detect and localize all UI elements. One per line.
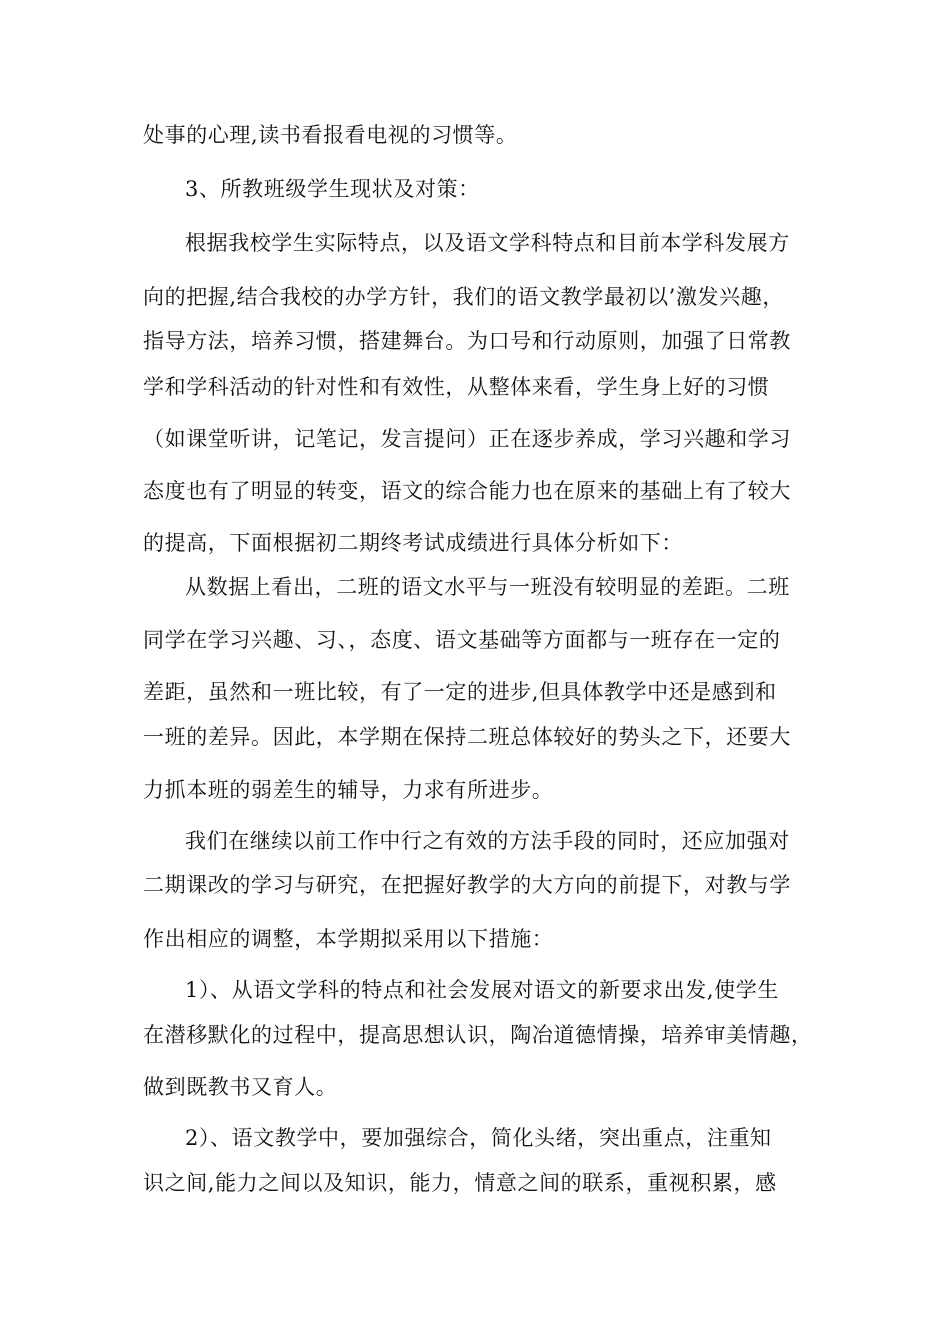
text-line-11: 同学在学习兴趣、习、，态度、语文基础等方面都与一班存在一定的 — [143, 628, 781, 652]
text-line-3: 根据我校学生实际特点，以及语文学科特点和目前本学科发展方 — [185, 231, 790, 255]
text-line-4: 向的把握,结合我校的办学方针，我们的语文教学最初以’激发兴趣， — [143, 285, 784, 309]
section-heading: 3、所教班级学生现状及对策： — [185, 177, 480, 201]
list-item-1-line-3: 做到既教书又育人。 — [143, 1075, 338, 1099]
list-item-1-line-1: 1）、从语文学科的特点和社会发展对语文的新要求出发,使学生 — [185, 978, 779, 1002]
list-item-2-line-2: 识之间,能力之间以及知识，能力，情意之间的联系，重视积累，感 — [143, 1171, 777, 1195]
text-line-14: 力抓本班的弱差生的辅导，力求有所进步。 — [143, 778, 554, 802]
text-line-9: 的提高，下面根据初二期终考试成绩进行具体分析如下： — [143, 531, 683, 555]
text-line-13: 一班的差异。因此，本学期在保持二班总体较好的势头之下，还要大 — [143, 725, 791, 749]
text-line-1: 处事的心理,读书看报看电视的习惯等。 — [143, 123, 518, 147]
text-line-8: 态度也有了明显的转变，语文的综合能力也在原来的基础上有了较大 — [143, 479, 791, 503]
text-line-7: （如课堂听讲，记笔记，发言提问）正在逐步养成，学习兴趣和学习 — [143, 427, 791, 451]
text-line-15: 我们在继续以前工作中行之有效的方法手段的同时，还应加强对 — [185, 829, 790, 853]
list-item-2-line-1: 2）、语文教学中，要加强综合，简化头绪，突出重点，注重知 — [185, 1126, 772, 1150]
text-line-16: 二期课改的学习与研究，在把握好教学的大方向的前提下，对教与学 — [143, 873, 791, 897]
list-item-1-line-2: 在潜移默化的过程中，提高思想认识，陶冶道德情操，培养审美情趣， — [143, 1023, 813, 1047]
text-line-5: 指导方法，培养习惯，搭建舞台。为口号和行动原则，加强了日常教 — [143, 329, 791, 353]
text-line-12: 差距，虽然和一班比较，有了一定的进步,但具体教学中还是感到和 — [143, 680, 777, 704]
text-line-6: 学和学科活动的针对性和有效性，从整体来看，学生身上好的习惯 — [143, 375, 770, 399]
text-line-17: 作出相应的调整，本学期拟采用以下措施： — [143, 927, 554, 951]
text-line-10: 从数据上看出，二班的语文水平与一班没有较明显的差距。二班 — [185, 575, 790, 599]
